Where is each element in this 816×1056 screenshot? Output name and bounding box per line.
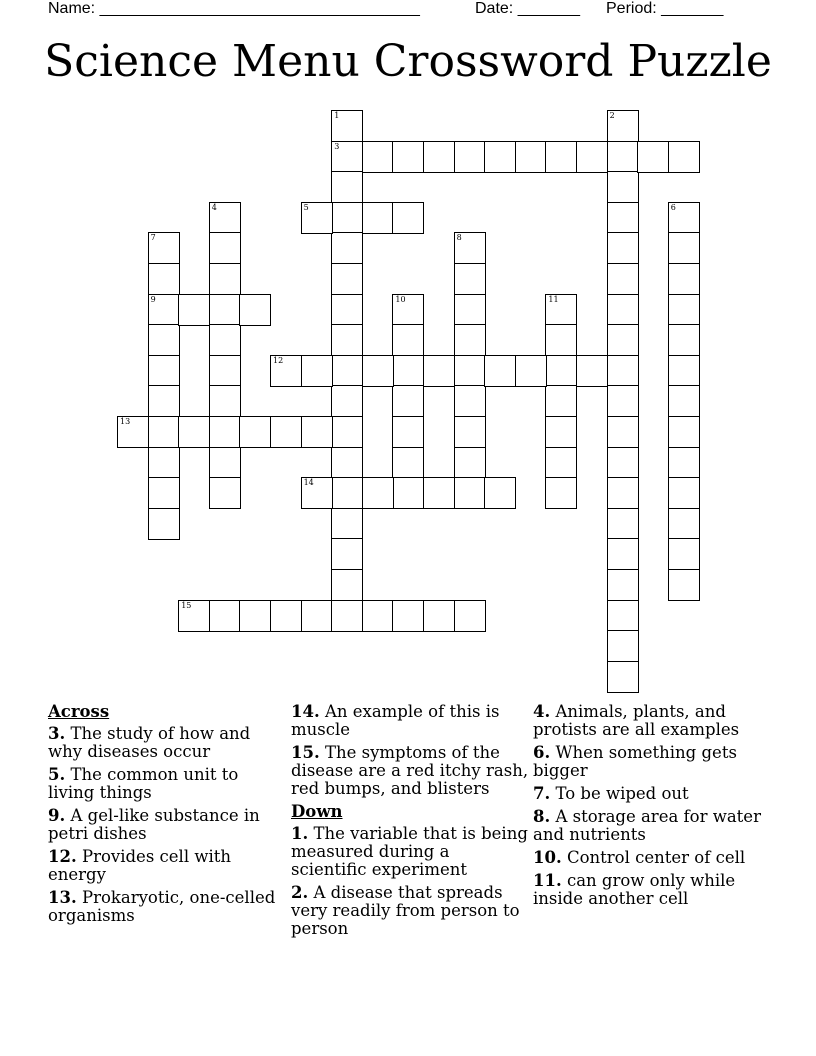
grid-cell[interactable] [301, 355, 333, 387]
grid-cell[interactable] [148, 385, 180, 417]
grid-cell[interactable] [545, 324, 577, 356]
grid-cell[interactable] [484, 355, 516, 387]
grid-cell[interactable] [209, 477, 241, 509]
grid-cell[interactable] [117, 416, 149, 448]
grid-cell[interactable] [148, 263, 180, 295]
grid-cell[interactable] [545, 141, 577, 173]
grid-cell[interactable] [454, 385, 486, 417]
grid-cell[interactable] [331, 263, 363, 295]
grid-cell[interactable] [423, 141, 455, 173]
name-field[interactable]: Name: ____________________________________ [48, 0, 420, 17]
grid-cell[interactable] [668, 385, 700, 417]
grid-cell[interactable] [668, 538, 700, 570]
grid-cell[interactable] [331, 141, 363, 173]
grid-cell[interactable] [209, 294, 241, 326]
clue-across-14: 14. An example of this is muscle [291, 702, 500, 739]
grid-cell[interactable] [454, 416, 486, 448]
cell-number: 3 [334, 141, 340, 151]
grid-cell[interactable] [607, 171, 639, 203]
grid-cell[interactable] [576, 141, 608, 173]
clue-down-7: 7. To be wiped out [533, 784, 689, 803]
grid-cell[interactable] [607, 141, 639, 173]
grid-cell[interactable] [668, 569, 700, 601]
grid-cell[interactable] [454, 324, 486, 356]
grid-cell[interactable] [270, 355, 302, 387]
grid-cell[interactable] [484, 141, 516, 173]
date-field[interactable]: Date: _______ [475, 0, 580, 17]
grid-cell[interactable] [331, 600, 363, 632]
grid-cell[interactable] [239, 294, 271, 326]
cell-number: 6 [670, 202, 676, 212]
grid-cell[interactable] [331, 538, 363, 570]
grid-cell[interactable] [607, 232, 639, 264]
grid-cell[interactable] [607, 110, 639, 142]
clue-across-13: 13. Prokaryotic, one-celled organisms [48, 888, 276, 925]
grid-cell[interactable] [209, 385, 241, 417]
grid-cell[interactable] [209, 416, 241, 448]
grid-cell[interactable] [331, 232, 363, 264]
grid-cell[interactable] [668, 263, 700, 295]
cell-number: 11 [548, 294, 559, 304]
grid-cell[interactable] [607, 600, 639, 632]
grid-cell[interactable] [607, 569, 639, 601]
grid-cell[interactable] [331, 171, 363, 203]
grid-cell[interactable] [148, 416, 180, 448]
grid-cell[interactable] [392, 355, 424, 387]
grid-cell[interactable] [515, 355, 547, 387]
grid-cell[interactable] [607, 294, 639, 326]
clue-down-1: 1. The variable that is being measured during a scientific experiment [291, 824, 528, 879]
grid-cell[interactable] [423, 355, 455, 387]
grid-cell[interactable] [668, 294, 700, 326]
grid-cell[interactable] [576, 355, 608, 387]
grid-cell[interactable] [148, 294, 180, 326]
grid-cell[interactable] [331, 447, 363, 479]
cell-number: 15 [181, 600, 192, 610]
grid-cell[interactable] [545, 355, 577, 387]
grid-cell[interactable] [392, 416, 424, 448]
grid-cell[interactable] [515, 141, 547, 173]
cell-number: 10 [395, 294, 406, 304]
cell-number: 2 [609, 111, 615, 120]
grid-cell[interactable] [668, 232, 700, 264]
grid-cell[interactable] [423, 600, 455, 632]
grid-cell[interactable] [607, 385, 639, 417]
across-heading: Across [48, 702, 110, 721]
grid-cell[interactable] [209, 202, 241, 234]
grid-cell[interactable] [178, 600, 210, 632]
grid-cell[interactable] [301, 600, 333, 632]
grid-cell[interactable] [301, 202, 333, 234]
grid-cell[interactable] [239, 416, 271, 448]
grid-cell[interactable] [178, 416, 210, 448]
grid-cell[interactable] [362, 477, 394, 509]
grid-cell[interactable] [331, 110, 363, 142]
clue-across-15: 15. The symptoms of the disease are a red itchy rash, red bumps, and blisters [291, 743, 529, 798]
grid-cell[interactable] [209, 355, 241, 387]
grid-cell[interactable] [392, 385, 424, 417]
clue-down-10: 10. Control center of cell [533, 848, 746, 867]
clue-across-3: 3. The study of how and why diseases occur [48, 724, 251, 761]
grid-cell[interactable] [148, 324, 180, 356]
cell-number: 9 [150, 294, 156, 304]
grid-cell[interactable] [454, 294, 486, 326]
grid-cell[interactable] [668, 324, 700, 356]
grid-cell[interactable] [607, 202, 639, 234]
grid-cell[interactable] [362, 355, 394, 387]
grid-cell[interactable] [392, 477, 424, 509]
grid-cell[interactable] [331, 569, 363, 601]
grid-cell[interactable] [607, 477, 639, 509]
grid-cell[interactable] [668, 355, 700, 387]
grid-cell[interactable] [607, 416, 639, 448]
cell-number: 8 [456, 233, 462, 243]
grid-cell[interactable] [392, 447, 424, 479]
grid-cell[interactable] [209, 600, 241, 632]
grid-cell[interactable] [301, 477, 333, 509]
clue-down-4: 4. Animals, plants, and protists are all examples [533, 702, 740, 739]
page-title: Science Menu Crossword Puzzle [44, 36, 772, 87]
grid-cell[interactable] [209, 324, 241, 356]
grid-cell[interactable] [423, 477, 455, 509]
grid-cell[interactable] [239, 600, 271, 632]
clue-down-2: 2. A disease that spreads very readily from person to person [291, 883, 520, 938]
clue-column-2 [291, 700, 529, 943]
cell-number: 5 [303, 202, 309, 212]
cell-number: 7 [150, 233, 156, 243]
grid-cell[interactable] [637, 141, 669, 173]
grid-cell[interactable] [454, 355, 486, 387]
clue-column-1 [48, 700, 286, 930]
clue-across-9: 9. A gel-like substance in petri dishes [48, 806, 260, 843]
grid-cell[interactable] [362, 202, 394, 234]
grid-cell[interactable] [668, 447, 700, 479]
grid-cell[interactable] [454, 447, 486, 479]
grid-cell[interactable] [148, 508, 180, 540]
grid-cell[interactable] [392, 202, 424, 234]
grid-cell[interactable] [484, 477, 516, 509]
grid-cell[interactable] [545, 447, 577, 479]
clue-down-11: 11. can grow only while inside another cell [533, 871, 736, 908]
grid-cell[interactable] [331, 324, 363, 356]
grid-cell[interactable] [148, 447, 180, 479]
grid-cell[interactable] [545, 294, 577, 326]
grid-cell[interactable] [545, 385, 577, 417]
grid-cell[interactable] [301, 416, 333, 448]
grid-cell[interactable] [668, 202, 700, 234]
grid-cell[interactable] [668, 141, 700, 173]
grid-cell[interactable] [454, 263, 486, 295]
grid-cell[interactable] [607, 355, 639, 387]
grid-cell[interactable] [392, 600, 424, 632]
grid-cell[interactable] [331, 202, 363, 234]
grid-cell[interactable] [668, 508, 700, 540]
grid-cell[interactable] [362, 141, 394, 173]
grid-cell[interactable] [545, 477, 577, 509]
clue-down-6: 6. When something gets bigger [533, 743, 737, 780]
grid-cell[interactable] [331, 385, 363, 417]
clue-down-8: 8. A storage area for water and nutrients [533, 807, 761, 844]
grid-cell[interactable] [270, 416, 302, 448]
grid-cell[interactable] [331, 508, 363, 540]
cell-number: 1 [334, 111, 340, 120]
cell-number: 13 [120, 417, 131, 426]
grid-cell[interactable] [392, 324, 424, 356]
grid-cell[interactable] [545, 416, 577, 448]
grid-cell[interactable] [148, 355, 180, 387]
cell-number: 12 [273, 355, 284, 365]
grid-cell[interactable] [454, 141, 486, 173]
grid-cell[interactable] [148, 232, 180, 264]
grid-cell[interactable] [392, 294, 424, 326]
grid-cell[interactable] [178, 294, 210, 326]
grid-cell[interactable] [209, 232, 241, 264]
grid-cell[interactable] [270, 600, 302, 632]
grid-cell[interactable] [331, 477, 363, 509]
grid-cell[interactable] [331, 294, 363, 326]
grid-cell[interactable] [362, 600, 394, 632]
grid-cell[interactable] [607, 508, 639, 540]
grid-cell[interactable] [148, 477, 180, 509]
grid-cell[interactable] [607, 324, 639, 356]
cell-number: 4 [211, 202, 217, 212]
grid-cell[interactable] [331, 355, 363, 387]
grid-cell[interactable] [668, 416, 700, 448]
grid-cell[interactable] [392, 141, 424, 173]
clue-column-3 [533, 700, 771, 913]
grid-cell[interactable] [607, 447, 639, 479]
grid-cell[interactable] [209, 447, 241, 479]
grid-cell[interactable] [331, 416, 363, 448]
clue-across-12: 12. Provides cell with energy [48, 847, 231, 884]
grid-cell[interactable] [454, 477, 486, 509]
grid-cell[interactable] [607, 538, 639, 570]
period-field[interactable]: Period: _______ [606, 0, 724, 17]
down-heading: Down [291, 802, 343, 821]
grid-cell[interactable] [454, 232, 486, 264]
grid-cell[interactable] [607, 263, 639, 295]
clue-across-5: 5. The common unit to living things [48, 765, 239, 802]
cell-number: 14 [303, 478, 314, 488]
grid-cell[interactable] [607, 661, 639, 693]
grid-cell[interactable] [668, 477, 700, 509]
grid-cell[interactable] [209, 263, 241, 295]
grid-cell[interactable] [454, 600, 486, 632]
grid-cell[interactable] [607, 630, 639, 662]
